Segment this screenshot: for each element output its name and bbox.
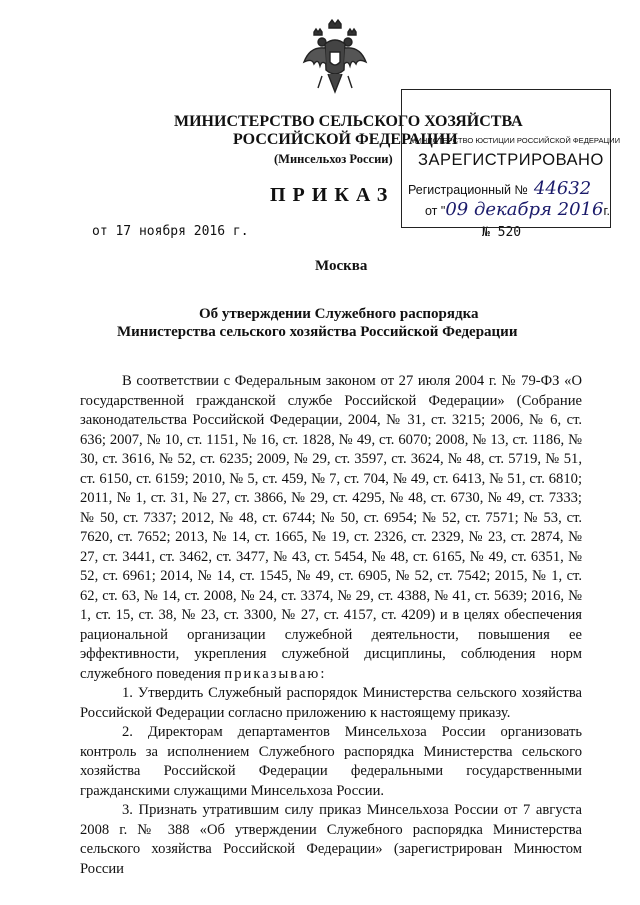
stamp-date-prefix: от " [425,204,446,218]
stamp-date-value: 09 декабря 2016 [445,199,604,220]
document-body [80,372,582,879]
stamp-reg-label: Регистрационный № [408,183,528,197]
stamp-registration-number-row [408,178,591,199]
city: Москва [315,258,368,274]
order-number: № 520 [482,225,522,240]
order-date: от 17 ноября 2016 г. [92,224,249,239]
paragraph-2: 2. Директорам департаментов Минсельхоза России организовать контроль за исполнением Служебного распорядка Министерства сельского хозяйства Российской Федерации федеральными государственными гражданскими служащими Минсельхоза России. [80,724,582,799]
document-title-line1: Об утверждении Служебного распорядка [199,306,479,322]
intro-text: В соответствии с Федеральным законом от 27 июля 2004 г. № 79-ФЗ «О государственной гражданской службе Российской Федерации» (Собрание законодательства Российской Федерации, 2004, № 31, ст. 3215; 2006, № 6, ст. 636; 2007, № 10, ст. 1151, № 16, ст. 1828, № 49, ст. 6070; 2008, № 13, ст. 1186, № 30, ст. 3616, № 52, ст. 6235; 2009, № 29, ст. 3597, ст. 3624, № 48, ст. 5719, № 51, ст. 6150, ст. 6159; 2010, № 5, ст. 459, № 7, ст. 704, № 49, ст. 6413, № 51, ст. 6810; 2011, № 1, ст. 31, № 27, ст. 3866, № 29, ст. 4295, № 48, ст. 6730, № 49, ст. 7333; № 50, ст. 7337; 2012, № 48, ст. 6744; № 50, ст. 6954; № 52, ст. 7571; № 53, ст. 7620, ст. 7652; 2013, № 14, ст. 1665, № 19, ст. 2326, ст. 2329, № 23, ст. 2874, № 27, ст. 3441, ст. 3462, ст. 3477, № 43, ст. 5454, № 48, ст. 6165, № 49, ст. 6351, № 52, ст. 6961; 2014, № 14, ст. 1545, № 49, ст. 6905, № 52, ст. 7542; 2015, № 1, ст. 62, ст. 63, № 14, ст. 2008, № 24, ст. 3374, № 29, ст. 4388, № 41, ст. 5639; 2016, № 1, ст. 15, ст. 38, № 23, ст. 3300, № 27, ст. 4157, ст. 4209) и в целях обеспечения рациональной организации служебной деятельности, повышения ее эффективности, укрепления служебной дисциплины, соблюдения норм служебного поведения [80,373,582,682]
intro-paragraph [80,372,582,684]
stamp-date-suffix: г. [603,204,610,218]
stamp-organization: МИНИСТЕРСТВО ЮСТИЦИИ РОССИЙСКОЙ ФЕДЕРАЦИИ [410,136,621,145]
registration-stamp [401,89,621,228]
document-type: ПРИКАЗ [270,184,395,206]
ministry-name-line2: РОССИЙСКОЙ ФЕДЕРАЦИИ [233,131,458,148]
ministry-name-line1: МИНИСТЕРСТВО СЕЛЬСКОГО ХОЗЯЙСТВА [174,113,523,130]
paragraph-1: 1. Утвердить Служебный распорядок Министерства сельского хозяйства Российской Федерации согласно приложению к настоящему приказу. [80,685,582,721]
coat-of-arms-icon [300,18,370,100]
paragraph-3: 3. Признать утратившим силу приказ Минсельхоза России от 7 августа 2008 г. № 388 «Об утверждении Служебного распорядка Министерства сельского хозяйства Российской Федерации» (зарегистрирован Минюстом России [80,802,582,877]
stamp-reg-number: 44632 [533,178,592,199]
document-title-line2: Министерства сельского хозяйства Российской Федерации [117,324,518,340]
ministry-short-name: (Минсельхоз России) [274,152,393,166]
stamp-date-row [425,199,610,220]
stamp-registered-label: ЗАРЕГИСТРИРОВАНО [418,151,604,169]
prikazyvayu-word: приказываю: [224,665,327,682]
